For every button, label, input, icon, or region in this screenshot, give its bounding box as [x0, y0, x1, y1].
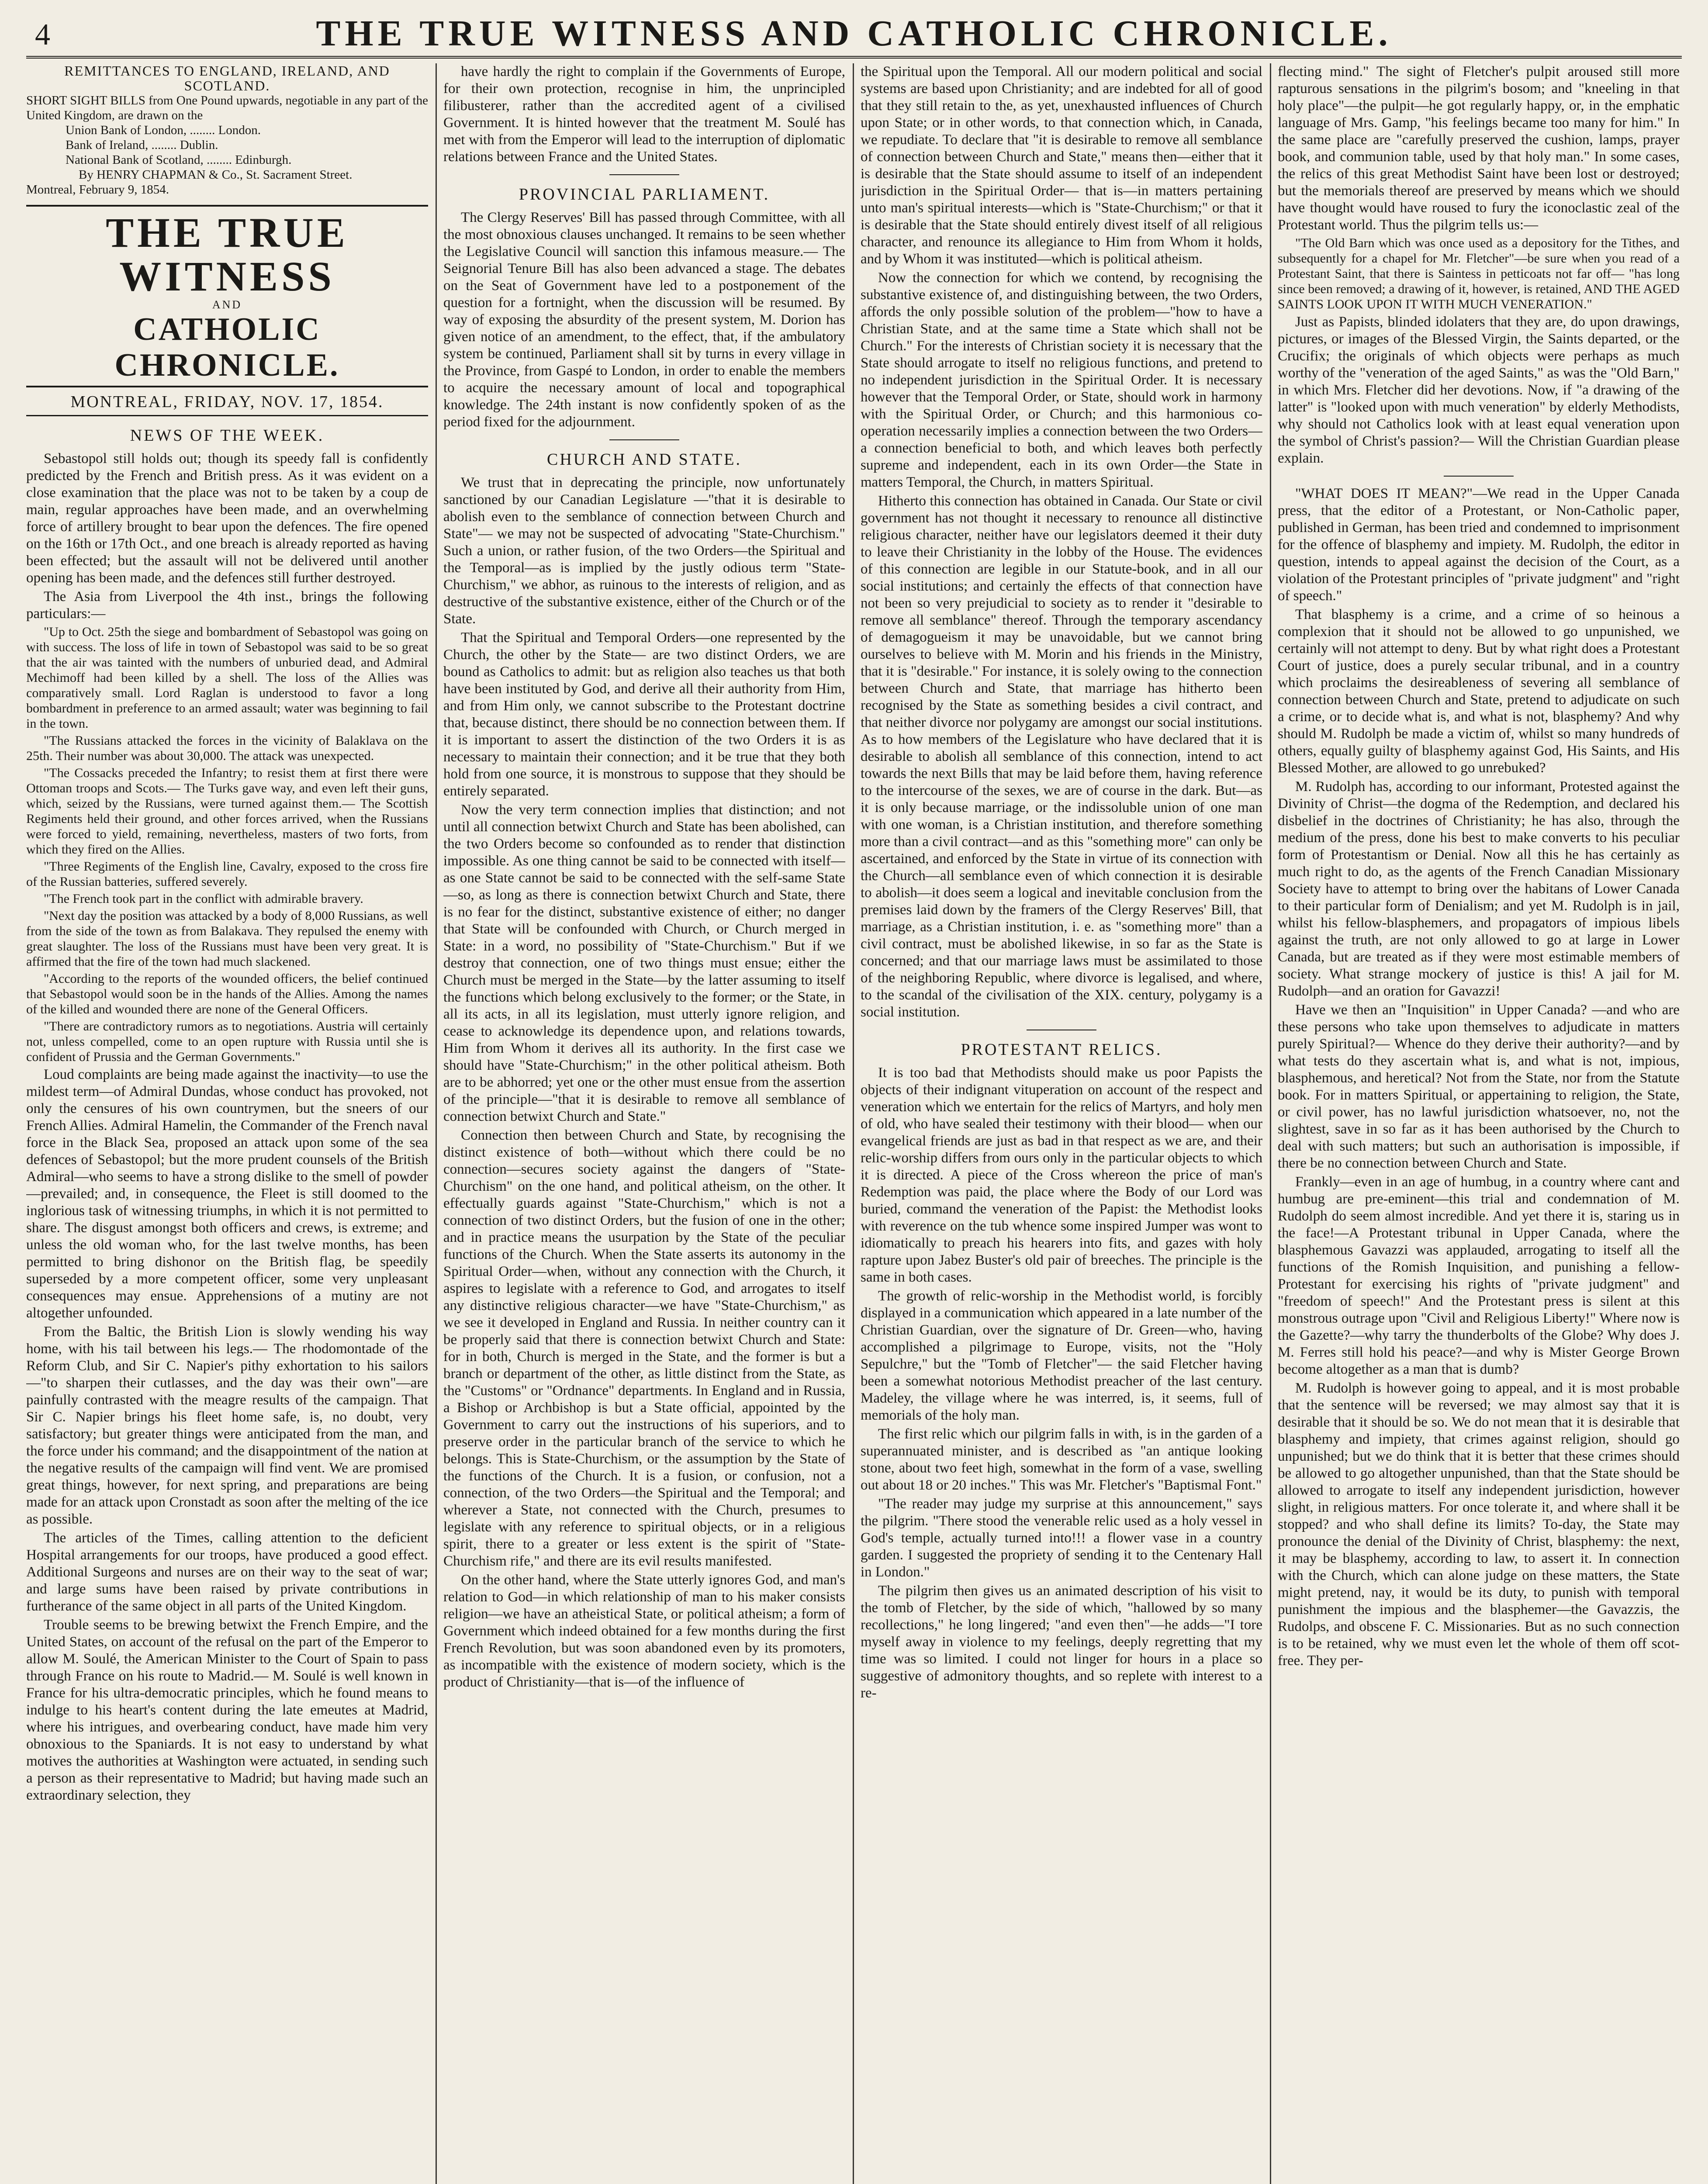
- remittances-date: Montreal, February 9, 1854.: [26, 183, 169, 197]
- news-continued: have hardly the right to complain if the Governments of Europe, for their own protection, recognise in him, the unprincipled filibusterer, rather than the accredited agent of a civilised Government. It is hinted however that the treatment M. Soulé has met with from the Emperor will lead to the interruption of diplomatic relations between France and the United States.: [443, 64, 845, 165]
- relics-paragraph: flecting mind." The sight of Fletcher's pulpit aroused still more rapturous sensations in the pilgrim's bosom; and "kneeling in that holy place"—the pulpit—he got regularly happy, or, in the emphatic language of Mrs. Gamp, "his feelings became too many for him." In the same place are "carefully preserved the cushion, lamps, prayer book, and communion table, used by that holy man." In some cases, the relics of this great Methodist Saint have been lost or destroyed; but the memorials thereof are preserved by means which we should have thought would have roused to fury the iconoclastic zeal of the Protestant world. Thus the pilgrim tells us:—: [1278, 64, 1680, 233]
- church-paragraph: Now the connection for which we contend, by recognising the substantive existence of, and distinguishing between, the two Orders, affords the only possible solution of the problem—"how to have a Christian State, and at the same time a State which shall not be Church." For the interests of Christian society it is necessary that the State should arrogate to itself no religious functions, and pretend to no independent jurisdiction in the Spiritual Order. It is necessary however that the Temporal Order, or State, should work in harmony with the Spiritual Order, or Church; and this harmonious co-operation necessarily implies a connection between the two Orders—a connection beneficial to both, and which leaves both perfectly supreme and independent, each in its own Order—the State in matters Temporal, the Church, in matters Spiritual.: [861, 270, 1262, 490]
- relics-paragraph: The first relic which our pilgrim falls in with, is in the garden of a superannuated minister, and is described as "an antique looking stone, about two feet high, somewhat in the form of a vase, swelling out about 18 or 20 inches." This was Mr. Fletcher's "Baptismal Font.": [861, 1426, 1262, 1493]
- paper-title-line1: THE TRUE WITNESS: [106, 209, 349, 300]
- news-paragraph: Sebastopol still holds out; though its speedy fall is confidently predicted by the French and British press. As it was evident on a close examination that the place was not to be taken by a coup de main, regular approaches have been made, and an overwhelming force of artillery brought to bear upon the defences. The fire opened on the 16th or 17th Oct., and one breach is already reported as having been effected; but the assault will not be delivered until another opening has been made, and the defences still further destroyed.: [26, 451, 428, 586]
- relics-paragraph: The growth of relic-worship in the Methodist world, is forcibly displayed in a communication which appeared in a late number of the Christian Guardian, over the signature of Dr. Green—who, having accomplished a pilgrimage to Europe, visits, not the "Holy Sepulchre," but the "Tomb of Fletcher"— the said Fletcher having been a somewhat notorious Methodist preacher of the last century. Madeley, the village where he was interred, is, it seems, full of memorials of the holy man.: [861, 1288, 1262, 1423]
- church-paragraph: We trust that in deprecating the principle, now unfortunately sanctioned by our Canadian Legislature —"that it is desirable to abolish even to the semblance of connection between Church and State"— we may not be suspected of advocating "State-Churchism." Such a union, or rather fusion, of the two Orders—the Spiritual and the Temporal—as is implied by the justly odious term "State-Churchism," we abhor, as ruinous to the interests of religion, and as destructive of the substantive existence, either of the Church or of the State.: [443, 475, 845, 627]
- masthead: [26, 8, 1682, 59]
- mean-paragraph: Frankly—even in an age of humbug, in a country where cant and humbug are pre-eminent—this trial and condemnation of M. Rudolph do seem almost incredible. And yet there it is, staring us in the face!—A Protestant tribunal in Upper Canada, where the blasphemous Gavazzi was applauded, arrogating to itself all the functions of the Romish Inquisition, and punishing a fellow-Protestant for exercising his rights of "private judgment" and "freedom of speech!" And the Protestant press is silent at this monstrous outrage upon "Civil and Religious Liberty!" Where now is the Gazette?—why tarry the thunderbolts of the Globe? Why does J. M. Ferres still hold his peace?—and why is Mister George Brown become altogether as a man that is dumb?: [1278, 1174, 1680, 1377]
- bank-line: National Bank of Scotland, ........ Edinburgh.: [66, 153, 292, 167]
- column-4: [1278, 63, 1680, 2184]
- news-paragraph: "The Cossacks preceded the Infantry; to resist them at first there were Ottoman troops and Scots.— The Turks gave way, and even left their guns, which, seized by the Russians, were turned against them.— The Scottish Regiments held their ground, and other forces arrived, when the Russians were forced to yield, remaining, nevertheless, masters of two forts, from which they fired on the Allies.: [26, 766, 428, 857]
- page-number: 4: [35, 18, 50, 52]
- remittances-notice: [26, 63, 428, 197]
- bank-line: Union Bank of London, ........ London.: [66, 123, 261, 137]
- remittances-heading: REMITTANCES TO ENGLAND, IRELAND, AND SCOTLAND.: [64, 63, 390, 93]
- church-paragraph: On the other hand, where the State utterly ignores God, and man's relation to God—in which relationship of man to his maker consists religion—we have an atheistical State, or political atheism; a form of Government which indeed obtained for a few months during the first French Revolution, but was soon abandoned even by its promoters, as incompatible with the existence of modern society, which is the product of Christianity—that is—of the influence of: [443, 1572, 845, 1690]
- column-3: [861, 63, 1262, 2184]
- mean-paragraph: "WHAT DOES IT MEAN?"—We read in the Upper Canada press, that the editor of a Protestant, or Non-Catholic paper, published in German, has been tried and condemned to imprisonment for the offence of blasphemy and impiety. M. Rudolph, the editor in question, intends to appeal against the decision of the Court, as a violation of the Protestant principles of "private judgment" and "right of speech.": [1278, 486, 1680, 604]
- news-paragraph: From the Baltic, the British Lion is slowly wending his way home, with his tail between his legs.— The rhodomontade of the Reform Club, and Sir C. Napier's pithy exhortation to his sailors—"to sharpen their cutlasses, and the day was their own"—are painfully contrasted with the meagre results of the campaign. That Sir C. Napier brings his fleet home safe, is, no doubt, very satisfactory; but greater things were anticipated from the man, and the force under his command; and the disappointment of the nation at the negative results of the campaign will find vent. We are promised great things, however, for next spring, and preparations are being made for an attack upon Cronstadt as soon after the melting of the ice as possible.: [26, 1324, 428, 1527]
- news-paragraph: "Up to Oct. 25th the siege and bombardment of Sebastopol was going on with success. The loss of life in town of Sebastopol was said to be so great that the air was tainted with the numbers of unburied dead, and Admiral Mechimoff had been killed by a shell. The loss of the Allies was comparatively small. Lord Raglan is understood to favor a long bombardment in preference to an armed assault; water was beginning to fail in the town.: [26, 625, 428, 731]
- church-paragraph: Connection then between Church and State, by recognising the distinct existence of both—without which there could be no connection—secures society against the dangers of "State-Churchism" on the one hand, and political atheism, on the other. It effectually guards against "State-Churchism," which is not a connection of two distinct Orders, but the fusion of one in the other; and in practice means the usurpation by the State of the peculiar functions of the Church. When the State asserts its autonomy in the Spiritual Order—when, without any connection with the Church, it aspires to legislate with a reference to God, and arrogates to itself any distinctive religious character—we have "State-Churchism," as we see it developed in England and Russia. In neither country can it be properly said that there is connection betwixt Church and State: for in both, Church is merged in the State, and the former is but a branch or department of the other, as little distinct from the State, as the "Customs" or "Ordnance" departments. In England and in Russia, a Bishop or Archbishop is but a State official, appointed by the Government to carry out the instructions of his superiors, and to preserve order in the particular branch of the service to which he belongs. This is State-Churchism, or the assumption by the State of the functions of the Church. It is a fusion, or confusion, not a connection, of the two Orders—the Spiritual and the Temporal; and wherever a State, not connected with the Church, presumes to legislate with any reference to spiritual objects, or in a religious spirit, there to a greater or less extent is the spirit of "State-Churchism rife," and there are its evil results manifested.: [443, 1127, 845, 1569]
- relics-paragraph: Just as Papists, blinded idolaters that they are, do upon drawings, pictures, or images of the Blessed Virgin, the Saints departed, or the Crucifix; the originals of which objects were perhaps as much worthy of the "veneration of the aged Saints," as was the "Old Barn," in which Mrs. Fletcher did her devotions. Now, if "a drawing of the latter" is "looked upon with much veneration" by elderly Methodists, why should not Catholics look with at least equal veneration upon the symbol of Christ's passion?— Will the Christian Guardian please explain.: [1278, 314, 1680, 466]
- news-paragraph: "The Russians attacked the forces in the vicinity of Balaklava on the 25th. Their number was about 30,000. The attack was unexpected.: [26, 733, 428, 763]
- section-divider: [609, 174, 679, 175]
- news-paragraph: Loud complaints are being made against the inactivity—to use the mildest term—of Admiral Dundas, whose conduct has provoked, not only the censures of his own countrymen, but the sneers of our French Allies. Admiral Hamelin, the Commander of the French naval force in the Black Sea, proposed an attack upon some of the sea defences of Sebastopol; but the more prudent counsels of the British Admiral—who seems to have a strong dislike to the smell of powder—prevailed; and, in consequence, the Fleet is still doomed to the inglorious task of witnessing triumphs, in which it is not permitted to share. The disgust amongst both officers and crews, is extreme; and unless the old woman who, for the last twelve months, has been permitted to bring dishonor on the British flag, be speedily superseded by a more competent officer, some very unpleasant consequences may ensue. Apprehensions of a mutiny are not altogether unfounded.: [26, 1067, 428, 1321]
- church-heading: CHURCH AND STATE.: [546, 450, 742, 469]
- mean-paragraph: Have we then an "Inquisition" in Upper Canada? —and who are these persons who take upon themselves to adjudicate in matters purely Spiritual?— Whence do they derive their authority?—and by what tests do they ascertain what is, and what is not, impious, blasphemous, and heretical? Not from the State, nor from the Statute book. For in matters Spiritual, or appertaining to religion, the State, or civil power, has no lawful jurisdiction whatsoever, no, not the slightest, save in so far as it has been authorised by the Church to deal with such matters; but such an authorisation is impossible, if there be no connection between Church and State.: [1278, 1002, 1680, 1171]
- church-paragraph: Now the very term connection implies that distinction; and not until all connection betwixt Church and State has been abolished, can the two Orders become so confounded as to render that distinction impossible. As one thing cannot be said to be connected with itself—as one State cannot be said to be connected with the self-same State—so, as long as there is connection betwixt Church and State, there is no fear for the distinct, substantive existence of either; no danger that State will be confounded with Church, or Church merged in State: in a word, no possibility of "State-Churchism." But if we destroy that connection, one of two things must ensue; either the Church must be merged in the State—by the latter assuming to itself the functions which belong exclusively to the former; or the State, in all its acts, in all its legislation, must utterly ignore religion, and cease to acknowledge its dependence upon, and relations towards, Him from Whom it derives all its authority. In the first case we should have "State-Churchism;" in the other political atheism. Both are to be abhorred; yet one or the other must ensue from the assertion of the principle—"that it is desirable to remove all semblance of connection betwixt Church and State.": [443, 802, 845, 1124]
- relics-heading: PROTESTANT RELICS.: [961, 1040, 1162, 1059]
- column-2: [443, 63, 845, 2184]
- dateline: MONTREAL, FRIDAY, NOV. 17, 1854.: [26, 391, 428, 416]
- news-paragraph: The Asia from Liverpool the 4th inst., brings the following particulars:—: [26, 589, 428, 622]
- column-1: [26, 63, 428, 2184]
- column-rule: [436, 63, 437, 2184]
- news-paragraph: "There are contradictory rumors as to negotiations. Austria will certainly not, unless compelled, come to an open rupture with Russia until she is confident of Prussia and the German Governments.": [26, 1019, 428, 1064]
- column-rule: [853, 63, 854, 2184]
- news-paragraph: The articles of the Times, calling attention to the deficient Hospital arrangements for our troops, have produced a good effect. Additional Surgeons and nurses are on their way to the seat of war; and large sums have been raised by private contributions in furtherance of the same object in all parts of the United Kingdom.: [26, 1530, 428, 1614]
- mean-paragraph: That blasphemy is a crime, and a crime of so heinous a complexion that it should not be allowed to go unpunished, we certainly will not attempt to deny. But by what right does a Protestant Court of justice, does a purely secular tribunal, and in a country which proclaims the desireableness of severing all semblance of connection between Church and State, pretend to adjudicate on such a crime, or to decide what is, and what is not, blasphemy? And why should M. Rudolph be made a victim of, whilst so many hundreds of others, equally guilty of blasphemy against God, His Saints, and His Blessed Mother, are allowed to go unrebuked?: [1278, 607, 1680, 776]
- paper-title-and: AND: [212, 298, 242, 311]
- parliament-paragraph: The Clergy Reserves' Bill has passed through Committee, with all the most obnoxious clauses unchanged. It remains to be seen whether the Legislative Council will sanction this infamous measure.— The Seignorial Tenure Bill has also been advanced a stage. The debates on the Seat of Government have led to a postponement of the question for a fortnight, when the discussion will be resumed. By way of exposing the absurdity of the present system, M. Dorion has given notice of an amendment, to the effect, that, if the ambulatory system be continued, Parliament shall sit by turns in every village in the Province, from Gaspé to London, in order to enable the members to acquire the necessary amount of local and topographical knowledge. The 24th instant is now confidently spoken of as the period fixed for the adjournment.: [443, 210, 845, 430]
- column-rule: [1270, 63, 1271, 2184]
- relics-paragraph: It is too bad that Methodists should make us poor Papists the objects of their indignant vituperation on account of the respect and veneration which we entertain for the relics of Martyrs, and holy men of old, who have sealed their testimony with their blood— when our evangelical friends are just as bad in that respect as we are, and their relic-worship differs from ours only in the particular objects to which it is directed. A piece of the Cross whereon the price of man's Redemption was paid, the place where the Body of our Lord was buried, command the veneration of the Papist: the Methodist looks with reverence on the tub whence some inspired Jumper was wont to idiomatically to preach his hearers into fits, and gazes with holy rapture upon Jabez Buster's old pair of breeches. The principle is the same in both cases.: [861, 1065, 1262, 1285]
- church-paragraph: the Spiritual upon the Temporal. All our modern political and social systems are based upon Christianity; and are indebted for all of good that they still retain to the, as yet, unexhausted influences of Church upon State; or in other words, to that connection which, in Canada, we repudiate. To declare that "it is desirable to remove all semblance of connection between Church and State," means then—either that it is desirable that the State should assume to itself of an independent jurisdiction in the Spiritual Order— that is—in matters pertaining unto man's spiritual interests—which is "State-Churchism;" or that it is desirable that the State should entirely divest itself of all religious character, and renounce its allegiance to Him from Whom it holds, and by Whom it was instituted—which is political atheism.: [861, 64, 1262, 267]
- news-paragraph: "Three Regiments of the English line, Cavalry, exposed to the cross fire of the Russian batteries, suffered severely.: [26, 859, 428, 889]
- columns: [26, 63, 1682, 2184]
- news-paragraph: "According to the reports of the wounded officers, the belief continued that Sebastopol would soon be in the hands of the Allies. Among the names of the killed and wounded there are none of the General Officers.: [26, 971, 428, 1016]
- section-divider: [1444, 476, 1514, 477]
- running-title: THE TRUE WITNESS AND CATHOLIC CHRONICLE.: [316, 13, 1392, 54]
- paper-title-line2: CATHOLIC CHRONICLE.: [114, 311, 340, 383]
- bank-line: Bank of Ireland, ........ Dublin.: [66, 138, 218, 152]
- news-paragraph: Trouble seems to be brewing betwixt the French Empire, and the United States, on account of the refusal on the part of the Emperor to allow M. Soulé, the American Minister to the Court of Spain to pass through France on his route to Madrid.— M. Soulé is well known in France for his ultra-democratic principles, which he found means to indulge to his heart's content during the late emeutes at Madrid, where his intrigues, and overbearing conduct, have made him very obnoxious to the Spaniards. It is not easy to understand by what motives the authorities at Washington were actuated, in sending such a person as their representative to Madrid; but having made such an extraordinary selection, they: [26, 1617, 428, 1803]
- church-paragraph: That the Spiritual and Temporal Orders—one represented by the Church, the other by the State— are two distinct Orders, we are bound as Catholics to admit: but as religion also teaches us that both have been instituted by God, and derive all their authority from Him, and from Him only, we cannot subscribe to the Protestant doctrine that, because distinct, there should be no connection between them. If it is important to assert the distinction of the two Orders it is as necessary to maintain their connection; and it be true that they both hold from one source, it is monstrous to suppose that they should be entirely separated.: [443, 630, 845, 799]
- church-paragraph: Hitherto this connection has obtained in Canada. Our State or civil government has not thought it necessary to renounce all distinctive religious character, neither have our legislators deemed it their duty to leave their Christianity in the lobby of the House. The evidences of this connection are legible in our Statute-book, and in all our social institutions; and certainly the effects of that connection have not been so very prejudicial to society as to render it "desirable to remove all semblance" thereof. Through the temporary ascendancy of demagogueism it may be unavoidable, but we cannot bring ourselves to believe with M. Morin and his friends in the Ministry, that it is "desirable." For instance, it is solely owing to the connection between Church and State, that marriage has hitherto been recognised by the State as something besides a civil contract, and that neither divorce nor polygamy are amongst our social institutions. As to how members of the Legislature who have declared that it is desirable to abolish all semblance of this connection, intend to act towards the next Bills that may be laid before them, having reference to the intercourse of the sexes, we are of course in the dark. But—as it is only because marriage, or the indissoluble union of one man with one woman, is a Christian institution, and therefore something more than a civil contract—and as this "something more" can only be ascertained, and enforced by the State in virtue of its connection with the Church—all semblance even of which connection it is desirable to abolish—it does seem a logical and inevitable conclusion from the premises laid down by the framers of the Clergy Reserves' Bill, that marriage, as a Christian institution, i. e. as "something more" than a civil contract, must be abolished likewise, in so far as the State is concerned; and that our marriage laws must be assimilated to those of the neighboring Republic, where divorce is legalised, and where, to the scandal of the civilisation of the XIX. century, polygamy is a social institution.: [861, 493, 1262, 1020]
- relics-paragraph: The pilgrim then gives us an animated description of his visit to the tomb of Fletcher, by the side of which, "hallowed by so many recollections," he long lingered; "and even then"—he adds—"I tore myself away in violence to my feelings, deeply regretting that my time was so limited. I could not linger for hours in a place so suggestive of admonitory thoughts, and so replete with interest to a re-: [861, 1583, 1262, 1701]
- news-paragraph: "The French took part in the conflict with admirable bravery.: [44, 892, 363, 906]
- section-divider: [609, 439, 679, 440]
- relics-quote: "The Old Barn which was once used as a depository for the Tithes, and subsequently for a chapel for Mr. Fletcher"—be sure when you read of a Protestant Saint, that there is Saintess in petticoats not far off— "has long since been removed; a drawing of it, however, is retained, AND THE AGED SAINTS LOOK UPON IT WITH MUCH VENERATION.": [1278, 236, 1680, 311]
- remittances-agent: By HENRY CHAPMAN & Co., St. Sacrament Street.: [79, 168, 353, 182]
- mean-paragraph: M. Rudolph has, according to our informant, Protested against the Divinity of Christ—the dogma of the Redemption, and declared his disbelief in the doctrines of Christianity; he has also, through the medium of the press, done his best to make converts to his peculiar form of Protestantism or Denial. Now all this he has certainly as much right to do, as the agents of the French Canadian Missionary Society have to attempt to bring over the habitans of Lower Canada to their particular form of Denialism; and yet M. Rudolph is in jail, whilst his fellow-blasphemers, and propagators of impious libels against the truth, are not only allowed to go at large in Lower Canada, but are treated as if they were most estimable members of society. What strange mockery of justice is this! A jail for M. Rudolph—and an oration for Gavazzi!: [1278, 779, 1680, 999]
- news-paragraph: "Next day the position was attacked by a body of 8,000 Russians, as well from the side of the town as from Balakava. They repulsed the enemy with great slaughter. The loss of the Russians must have been very great. It is affirmed that the fire of the town had much slackened.: [26, 909, 428, 969]
- remittances-intro: SHORT SIGHT BILLS from One Pound upwards, negotiable in any part of the United Kingdom, are drawn on the: [26, 93, 428, 122]
- paper-title-block: [26, 205, 428, 387]
- mean-paragraph: M. Rudolph is however going to appeal, and it is most probable that the sentence will be reversed; we may almost say that it is desirable that it should be so. We do not mean that it is desirable that blasphemy and impiety, that crimes against religion, should go unpunished; but we do think that it is better that these crimes should be allowed to go altogether unpunished, than that the State should be allowed to arrogate to itself any independent jurisdiction, however slight, in religious matters. For once tolerate it, and where shall it be stopped? and who shall define its limits? To-day, the State may pronounce the denial of the Divinity of Christ, blasphemy: the next, it may be blasphemy, according to law, to assert it. In connection with the Church, which can alone judge on these matters, the State might pretend, nay, it would be its duty, to punish with temporal punishment the impious and the blasphemer—the Gavazzis, the Rudolps, and obscene F. C. Missionaries. But as no such connection is to be retained, why we must even let the whole of them off scot-free. They per-: [1278, 1380, 1680, 1669]
- parliament-heading: PROVINCIAL PARLIAMENT.: [519, 185, 770, 204]
- news-heading: NEWS OF THE WEEK.: [130, 426, 325, 445]
- relics-paragraph: "The reader may judge my surprise at this announcement," says the pilgrim. "There stood the venerable relic used as a holy vessel in God's temple, actually turned into!!! a flower vase in a country garden. I suggested the propriety of sending it to the Centenary Hall in London.": [861, 1496, 1262, 1580]
